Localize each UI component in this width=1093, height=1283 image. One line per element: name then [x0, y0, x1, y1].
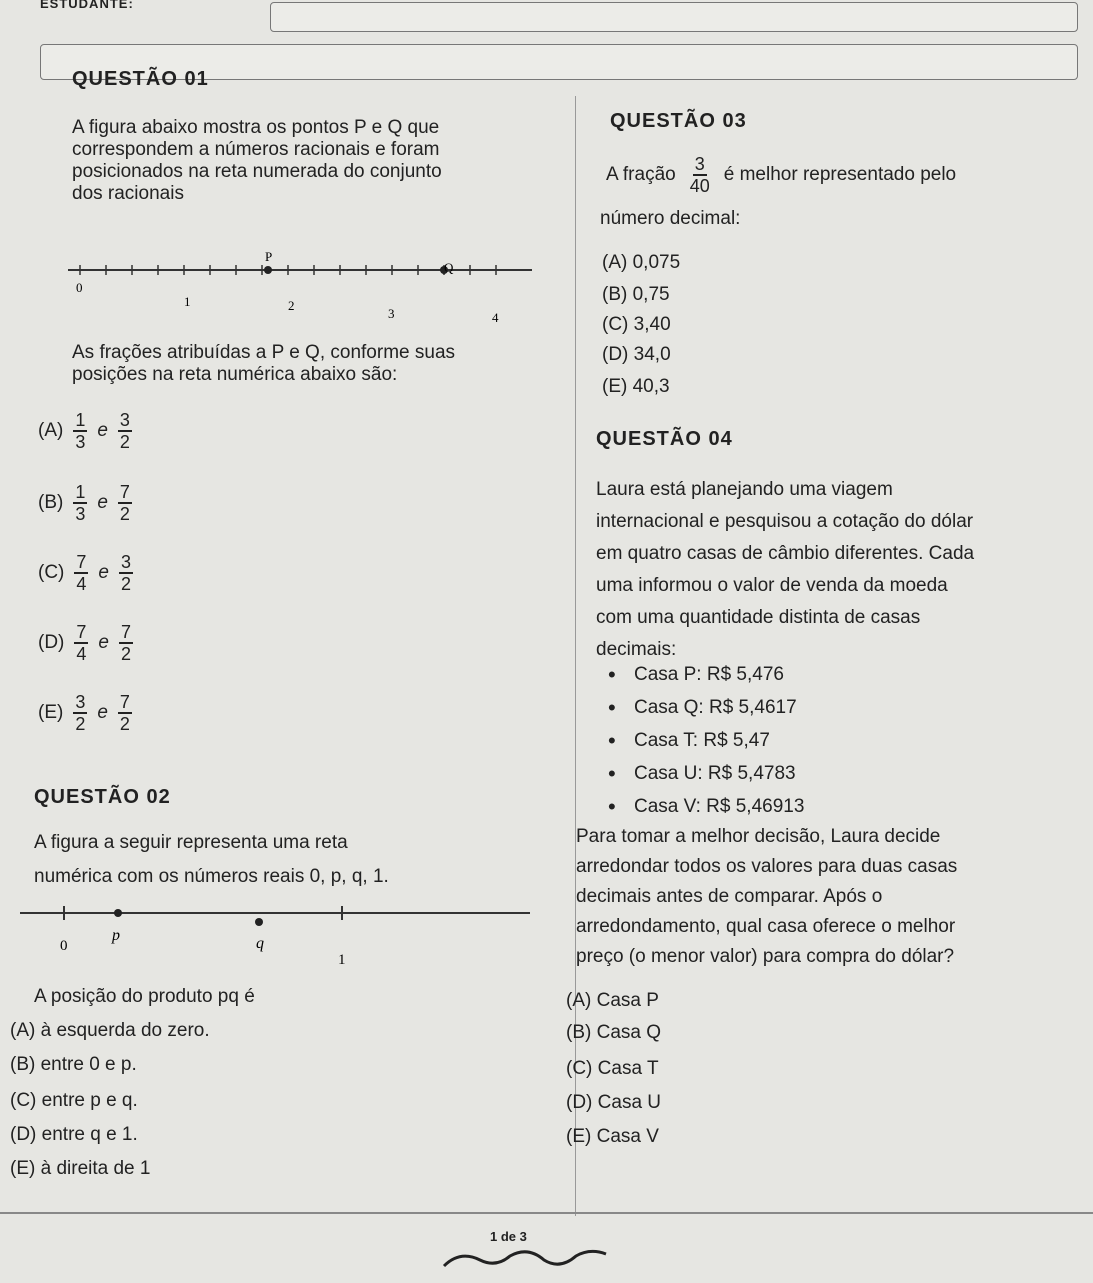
q1-question-line: As frações atribuídas a P e Q, conforme suas — [72, 342, 456, 363]
tick-label-2: 2 — [288, 298, 295, 313]
q3-text — [606, 154, 1076, 196]
q1-option-c[interactable] — [38, 552, 133, 594]
fraction-p: $\frac{7}{4}$ — [76, 552, 87, 594]
q3-option-b[interactable]: (B) 0,75 — [602, 284, 670, 305]
student-name-field[interactable] — [270, 2, 1078, 32]
point-q-label: Q — [444, 260, 454, 275]
page-bottom-rule — [0, 1212, 1093, 1214]
fraction-p: $\frac{1}{3}$ — [75, 410, 86, 452]
q4-option-c[interactable]: (C) Casa T — [566, 1058, 659, 1079]
conjunction: e — [97, 702, 108, 723]
tick-label-1: 1 — [184, 294, 191, 309]
q4-text2-line: arredondar todos os valores para duas casas — [576, 856, 958, 877]
student-label: ESTUDANTE: — [40, 0, 134, 11]
point-p-label: P — [265, 249, 273, 264]
label-0: 0 — [60, 938, 68, 954]
q2-text — [34, 832, 554, 888]
footer-wave-decoration — [440, 1246, 610, 1272]
q1-question — [72, 342, 572, 386]
q1-option-d[interactable] — [38, 622, 133, 664]
label-1: 1 — [338, 952, 346, 968]
q4-text2 — [576, 822, 1076, 972]
q4-text2-line: decimais antes de comparar. Após o — [576, 886, 883, 907]
q4-text — [596, 474, 1076, 666]
q1-title: QUESTÃO 01 — [72, 68, 209, 90]
q1-number-line — [60, 248, 540, 328]
conjunction: e — [98, 562, 109, 583]
q1-option-a[interactable] — [38, 410, 132, 452]
q4-text2-line: Para tomar a melhor decisão, Laura decide — [576, 826, 941, 847]
q1-text — [72, 117, 572, 205]
fraction-p: $\frac{7}{4}$ — [76, 622, 87, 664]
q1-option-e[interactable] — [38, 692, 132, 734]
label-p: p — [112, 927, 120, 944]
q4-title: QUESTÃO 04 — [596, 428, 733, 450]
point-p — [114, 909, 122, 917]
q4-bullet-item: • Casa V: R$ 5,46913 — [600, 796, 804, 829]
q1-text-line: A figura abaixo mostra os pontos P e Q que — [72, 117, 440, 138]
option-letter: (B) — [38, 492, 64, 513]
fraction-q: $\frac{7}{2}$ — [119, 692, 130, 734]
point-q — [255, 918, 263, 926]
conjunction: e — [97, 492, 108, 513]
tick-label-0: 0 — [76, 280, 83, 295]
option-letter: (A) — [38, 420, 64, 441]
q2-text-line: A figura a seguir representa uma reta — [34, 832, 348, 853]
label-q: q — [256, 935, 264, 952]
q2-option-e[interactable]: (E) à direita de 1 — [10, 1158, 151, 1179]
q4-text2-line: preço (o menor valor) para compra do dólar? — [576, 946, 955, 967]
tick-label-4: 4 — [492, 310, 499, 325]
option-letter: (C) — [38, 562, 65, 583]
q3-text-line2: número decimal: — [600, 208, 741, 229]
q4-text-line: internacional e pesquisou a cotação do dólar — [596, 511, 974, 532]
q4-text2-line: arredondamento, qual casa oferece o melhor — [576, 916, 956, 937]
q4-option-d[interactable]: (D) Casa U — [566, 1092, 662, 1113]
q4-bullet-item: • Casa T: R$ 5,47 — [600, 730, 804, 763]
fraction-p: $\frac{3}{2}$ — [75, 692, 86, 734]
page-number: 1 de 3 — [490, 1229, 527, 1244]
q3-option-c[interactable]: (C) 3,40 — [602, 314, 671, 335]
q2-option-d[interactable]: (D) entre q e 1. — [10, 1124, 138, 1145]
fraction-q: $\frac{7}{2}$ — [119, 482, 130, 524]
q3-fraction: $\frac{3}{40}$ — [689, 154, 710, 196]
q4-bullet-item: • Casa U: R$ 5,4783 — [600, 763, 804, 796]
fraction-q: $\frac{3}{2}$ — [120, 552, 131, 594]
fraction-q: $\frac{7}{2}$ — [120, 622, 131, 664]
q1-text-line: correspondem a números racionais e foram — [72, 139, 440, 160]
q3-option-d[interactable]: (D) 34,0 — [602, 344, 671, 365]
q4-text-line: decimais: — [596, 639, 677, 660]
q1-text-line: dos racionais — [72, 183, 184, 204]
conjunction: e — [97, 420, 108, 441]
fraction-q: $\frac{3}{2}$ — [119, 410, 130, 452]
q2-option-c[interactable]: (C) entre p e q. — [10, 1090, 138, 1111]
q2-option-a[interactable]: (A) à esquerda do zero. — [10, 1020, 210, 1041]
q4-option-e[interactable]: (E) Casa V — [566, 1126, 659, 1147]
q3-option-a[interactable]: (A) 0,075 — [602, 252, 681, 273]
q3-text-after: é melhor representado pelo — [723, 164, 957, 185]
q2-question: A posição do produto pq é — [34, 986, 255, 1007]
q2-option-b[interactable]: (B) entre 0 e p. — [10, 1054, 137, 1075]
q3-option-e[interactable]: (E) 40,3 — [602, 376, 670, 397]
q4-option-b[interactable]: (B) Casa Q — [566, 1022, 662, 1043]
q3-text-before: A fração — [606, 164, 676, 185]
q3-title: QUESTÃO 03 — [610, 110, 747, 132]
q4-text-line: em quatro casas de câmbio diferentes. Cada — [596, 543, 975, 564]
q1-text-line: posicionados na reta numerada do conjunto — [72, 161, 442, 182]
q4-bullet-item: • Casa Q: R$ 5,4617 — [600, 697, 804, 730]
q2-number-line — [20, 898, 540, 972]
q4-bullet-item: • Casa P: R$ 5,476 — [600, 664, 804, 697]
q2-text-line: numérica com os números reais 0, p, q, 1. — [34, 866, 389, 887]
fraction-p: $\frac{1}{3}$ — [75, 482, 86, 524]
q1-question-line: posições na reta numérica abaixo são: — [72, 364, 398, 385]
q4-text-line: Laura está planejando uma viagem — [596, 479, 893, 500]
conjunction: e — [98, 632, 109, 653]
q4-bullet-list — [600, 664, 804, 829]
option-letter: (E) — [38, 702, 64, 723]
q4-text-line: uma informou o valor de venda da moeda — [596, 575, 948, 596]
q4-text-line: com uma quantidade distinta de casas — [596, 607, 921, 628]
q1-option-b[interactable] — [38, 482, 132, 524]
q4-option-a[interactable]: (A) Casa P — [566, 990, 659, 1011]
tick-label-3: 3 — [388, 306, 395, 321]
point-p — [264, 266, 272, 274]
option-letter: (D) — [38, 632, 65, 653]
column-divider — [575, 96, 576, 1216]
q2-title: QUESTÃO 02 — [34, 786, 171, 808]
